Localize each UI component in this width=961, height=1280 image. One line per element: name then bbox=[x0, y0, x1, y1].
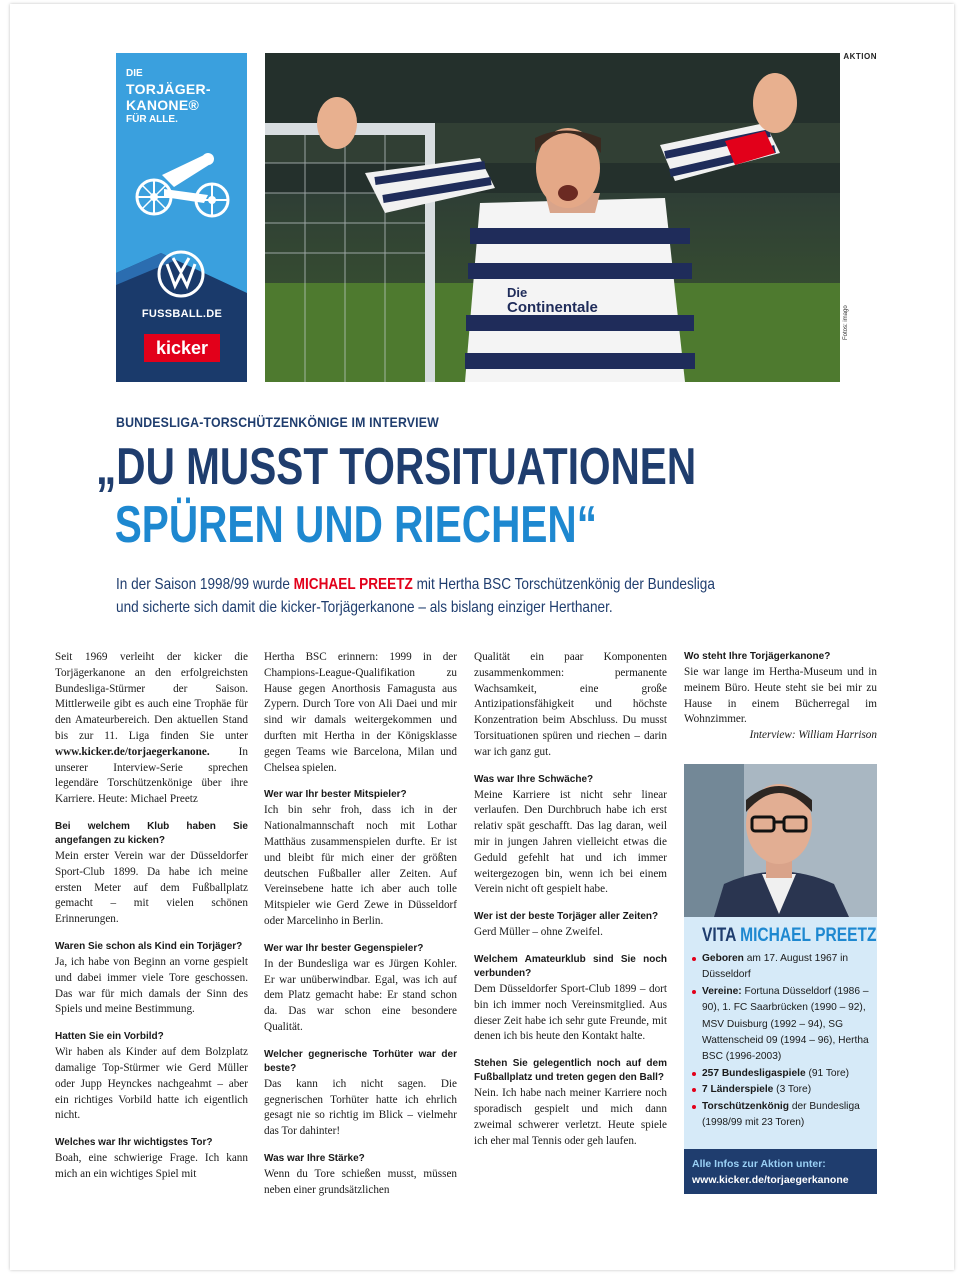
item-label: 257 Bundesligaspiele bbox=[702, 1067, 806, 1079]
article-link[interactable]: www.kicker.de/torjaegerkanone. bbox=[55, 745, 210, 758]
column-3 bbox=[474, 650, 667, 1161]
answer: Boah, eine schwierige Frage. Ich kann mich an ein wichtiges Spiel mit bbox=[55, 1152, 248, 1180]
headline bbox=[96, 438, 696, 554]
vita-title-name: MICHAEL PREETZ bbox=[740, 925, 877, 946]
column-2 bbox=[264, 650, 457, 1211]
question: Welches war Ihr wichtigstes Tor? bbox=[55, 1137, 213, 1149]
qa-block bbox=[264, 942, 457, 1036]
portrait-photo bbox=[684, 764, 877, 917]
answer: Dem Düsseldorfer Sport-Club 1899 – dort bin ich immer noch Vereinsmitglied. Aus dieser Zeit habe ich sehr gute Freunde, mit denen ich bis heute den Kontakt halte. bbox=[474, 982, 667, 1043]
answer: Ja, ich habe von Beginn an vorne gespielt und dabei immer viele Tore geschossen. Das war für mich damals der Sinn des Spiels und meine Bestimmung. bbox=[55, 955, 248, 1016]
column-4 bbox=[684, 650, 877, 756]
item-label: Geboren bbox=[702, 953, 744, 964]
qa-block bbox=[55, 820, 248, 928]
sponsor-panel bbox=[116, 53, 247, 382]
item-label: 7 Länderspiele bbox=[702, 1084, 774, 1096]
question: Welcher gegnerische Torhüter war der beste? bbox=[264, 1048, 457, 1074]
article-kicker: BUNDESLIGA-TORSCHÜTZENKÖNIGE IM INTERVIEW bbox=[116, 414, 439, 430]
answer: Gerd Müller – ohne Zweifel. bbox=[474, 926, 603, 939]
answer: Meine Karriere ist nicht sehr linear verlaufen. Den Durchbruch habe ich erst relativ spät geschafft. Das lag daran, weil mir in jungen Jahren vielleicht etwas die Geduld gefehlt hat und ich immer weitergezogen bin, wenn ich bei einem Verein nicht oft gespielt habe. bbox=[474, 788, 667, 896]
sponsor-line3: KANONE® bbox=[126, 97, 200, 113]
hero-photo bbox=[265, 53, 840, 382]
headline-line1: „DU MUSST TORSITUATIONEN bbox=[96, 438, 697, 496]
cannon-icon bbox=[134, 145, 234, 235]
question: Bei welchem Klub haben Sie angefangen zu kicken? bbox=[55, 820, 248, 846]
headline-line2: SPÜREN UND RIECHEN“ bbox=[114, 496, 597, 554]
fussball-de-logo: FUSSBALL.DE bbox=[141, 308, 223, 320]
paragraph: Hertha BSC erinnern: 1999 in der Champions-League-Qualifikation zu Hause gegen Anorthosis Famagusta aus Zypern. Durch Tore von Ali Daei und mir sind wir damals weitergekommen und durften mit Hertha in der Königsklasse gegen Teams wie Barcelona, Milan und Chelsea spielen. bbox=[264, 651, 457, 774]
paragraph: Qualität ein paar Komponenten zusammenkommen: permanente Wachsamkeit, eine große Antizipationsfähigkeit und höchste Konzentration beim Abschluss. Du musst Torsituationen spüren und riechen – darin war ich ganz gut. bbox=[474, 651, 667, 758]
answer: In der Bundesliga war es Jürgen Kohler. Er war unüberwindbar. Egal, was ich auf dem Platz gemacht habe: Er stand schon da. Das war schon eine besondere Qualität. bbox=[264, 957, 457, 1033]
item-text: Fortuna Düsseldorf (1986 – 90), 1. FC Saarbrücken (1990 – 92), MSV Duisburg (1992 – 94), SG Wattenscheid 09 (1994 – 96), Hertha BSC (1996-2003) bbox=[702, 985, 869, 1063]
paragraph bbox=[55, 650, 248, 808]
text: Seit 1969 verleiht der kicker die Torjägerkanone an den erfolgreichsten Bundesliga-Stürmer der Saison. Mittlerweile gibt es auch eine Trophäe für den Amateurbereich. Den aktuellen Stand bis zur 11. Liga finden Sie unter bbox=[55, 651, 248, 742]
qa-block bbox=[264, 1048, 457, 1140]
vita-title bbox=[702, 925, 877, 947]
qa-block bbox=[474, 1057, 667, 1149]
item-text: (3 Tore) bbox=[773, 1084, 812, 1096]
sponsor-line1: DIE bbox=[126, 68, 143, 79]
vita-footer-link[interactable]: www.kicker.de/torjaegerkanone bbox=[692, 1174, 849, 1186]
section-label: AKTION bbox=[843, 52, 877, 61]
list-item bbox=[690, 984, 872, 1066]
answer: Ich bin sehr froh, dass ich in der Nationalmannschaft noch mit Lothar Matthäus zusammenspielen durfte. Er ist und bleibt für mich einer der größten deutschen Fußballer aller Zeiten. Auf Vereinsebene hatte ich aber auch tolle Mitspieler wie Gerd Zewe in Düsseldorf oder Marcelinho in Berlin. bbox=[264, 804, 457, 927]
signature: Interview: William Harrison bbox=[749, 729, 877, 742]
item-text: am 17. August 1967 in Düsseldorf bbox=[702, 953, 849, 981]
vita-box bbox=[684, 917, 877, 1149]
question: Was war Ihre Schwäche? bbox=[474, 773, 594, 785]
qa-block bbox=[474, 910, 667, 941]
list-item bbox=[690, 1066, 872, 1082]
shirt-sponsor-line2: Continentale bbox=[507, 299, 598, 316]
item-label: Vereine: bbox=[702, 985, 742, 997]
vw-logo-icon bbox=[157, 250, 205, 298]
sponsor-line4: FÜR ALLE. bbox=[126, 114, 178, 125]
qa-block bbox=[264, 1152, 457, 1199]
qa-block bbox=[55, 1136, 248, 1183]
answer: Sie war lange im Hertha-Museum und in meinem Büro. Heute steht sie bei mir zu Hause in einem Bücherregal im Wohnzimmer. bbox=[684, 666, 877, 726]
answer: Mein erster Verein war der Düsseldorfer Sport-Club 1899. Da habe ich meine ersten Meter auf dem Fußballplatz gemacht – mit vielen schönen Erinnerungen. bbox=[55, 849, 248, 926]
answer: Das kann ich nicht sagen. Die gegnerischen Torhüter hatte ich ehrlich gesagt nie so richtig im Blick – vielmehr das Tor dahinter! bbox=[264, 1077, 457, 1138]
answer: Wenn du Tore schießen musst, müssen neben einer grundsätzlichen bbox=[264, 1167, 457, 1196]
answer: Wir haben als Kinder auf dem Bolzplatz damalige Top-Stürmer wie Gerd Müller oder Jupp Heynckes nachgeahmt – aber ein richtiges Vorbild hatte ich eigentlich nicht. bbox=[55, 1046, 248, 1122]
qa-block bbox=[264, 788, 457, 929]
intro-part-c: und sicherte sich damit die kicker-Torjägerkanone – als bislang einziger Herthaner. bbox=[116, 599, 613, 616]
question: Stehen Sie gelegentlich noch auf dem Fußballplatz und treten gegen den Ball? bbox=[474, 1058, 667, 1084]
intro-name: MICHAEL PREETZ bbox=[293, 576, 413, 593]
photo-credit: Fotos: imago bbox=[843, 305, 849, 340]
item-text: der Bundesliga (1998/99 mit 23 Toren) bbox=[702, 1100, 860, 1129]
question: Wer ist der beste Torjäger aller Zeiten? bbox=[474, 911, 659, 923]
vita-footer bbox=[684, 1149, 877, 1194]
question: Wo steht Ihre Torjägerkanone? bbox=[684, 651, 831, 662]
sponsor-line2: TORJÄGER- bbox=[126, 81, 211, 97]
vita-footer-label: Alle Infos zur Aktion unter: bbox=[692, 1158, 826, 1170]
vita-list bbox=[690, 951, 872, 1131]
player-celebration-illustration bbox=[265, 53, 840, 382]
answer: Nein. Ich habe nach meiner Karriere noch sporadisch gespielt und mich dann zweimal schwerer verletzt. Heute spiele ich eher mal Tennis oder geh laufen. bbox=[474, 1087, 667, 1147]
question: Was war Ihre Stärke? bbox=[264, 1152, 365, 1164]
qa-block bbox=[474, 953, 667, 1045]
list-item bbox=[690, 1082, 872, 1098]
question: Waren Sie schon als Kind ein Torjäger? bbox=[55, 940, 243, 952]
shirt-sponsor-line1: Die bbox=[507, 285, 528, 300]
qa-block bbox=[55, 940, 248, 1018]
portrait-illustration bbox=[684, 764, 877, 917]
item-text: (91 Tore) bbox=[805, 1067, 850, 1079]
list-item bbox=[690, 951, 872, 984]
intro bbox=[116, 573, 715, 619]
intro-part-b: mit Hertha BSC Torschützenkönig der Bundesliga bbox=[412, 576, 715, 593]
sponsor-slogan bbox=[126, 67, 211, 127]
question: Welchem Amateurklub sind Sie noch verbunden? bbox=[474, 953, 667, 979]
column-1 bbox=[55, 650, 248, 1195]
question: Wer war Ihr bester Mitspieler? bbox=[264, 789, 407, 801]
text: In unserer Interview-Serie sprechen legendäre Torschützenkönige über ihre Karriere. Heute: Michael Preetz bbox=[55, 745, 248, 806]
kicker-logo: kicker bbox=[144, 334, 220, 362]
qa-block bbox=[474, 773, 667, 899]
vita-title-label: VITA bbox=[702, 925, 741, 946]
intro-part-a: In der Saison 1998/99 wurde bbox=[116, 576, 294, 593]
qa-block bbox=[684, 650, 877, 744]
qa-block bbox=[55, 1030, 248, 1124]
list-item bbox=[690, 1099, 872, 1132]
question: Wer war Ihr bester Gegenspieler? bbox=[264, 942, 424, 954]
question: Hatten Sie ein Vorbild? bbox=[55, 1031, 164, 1043]
item-label: Torschützenkönig bbox=[702, 1100, 789, 1112]
